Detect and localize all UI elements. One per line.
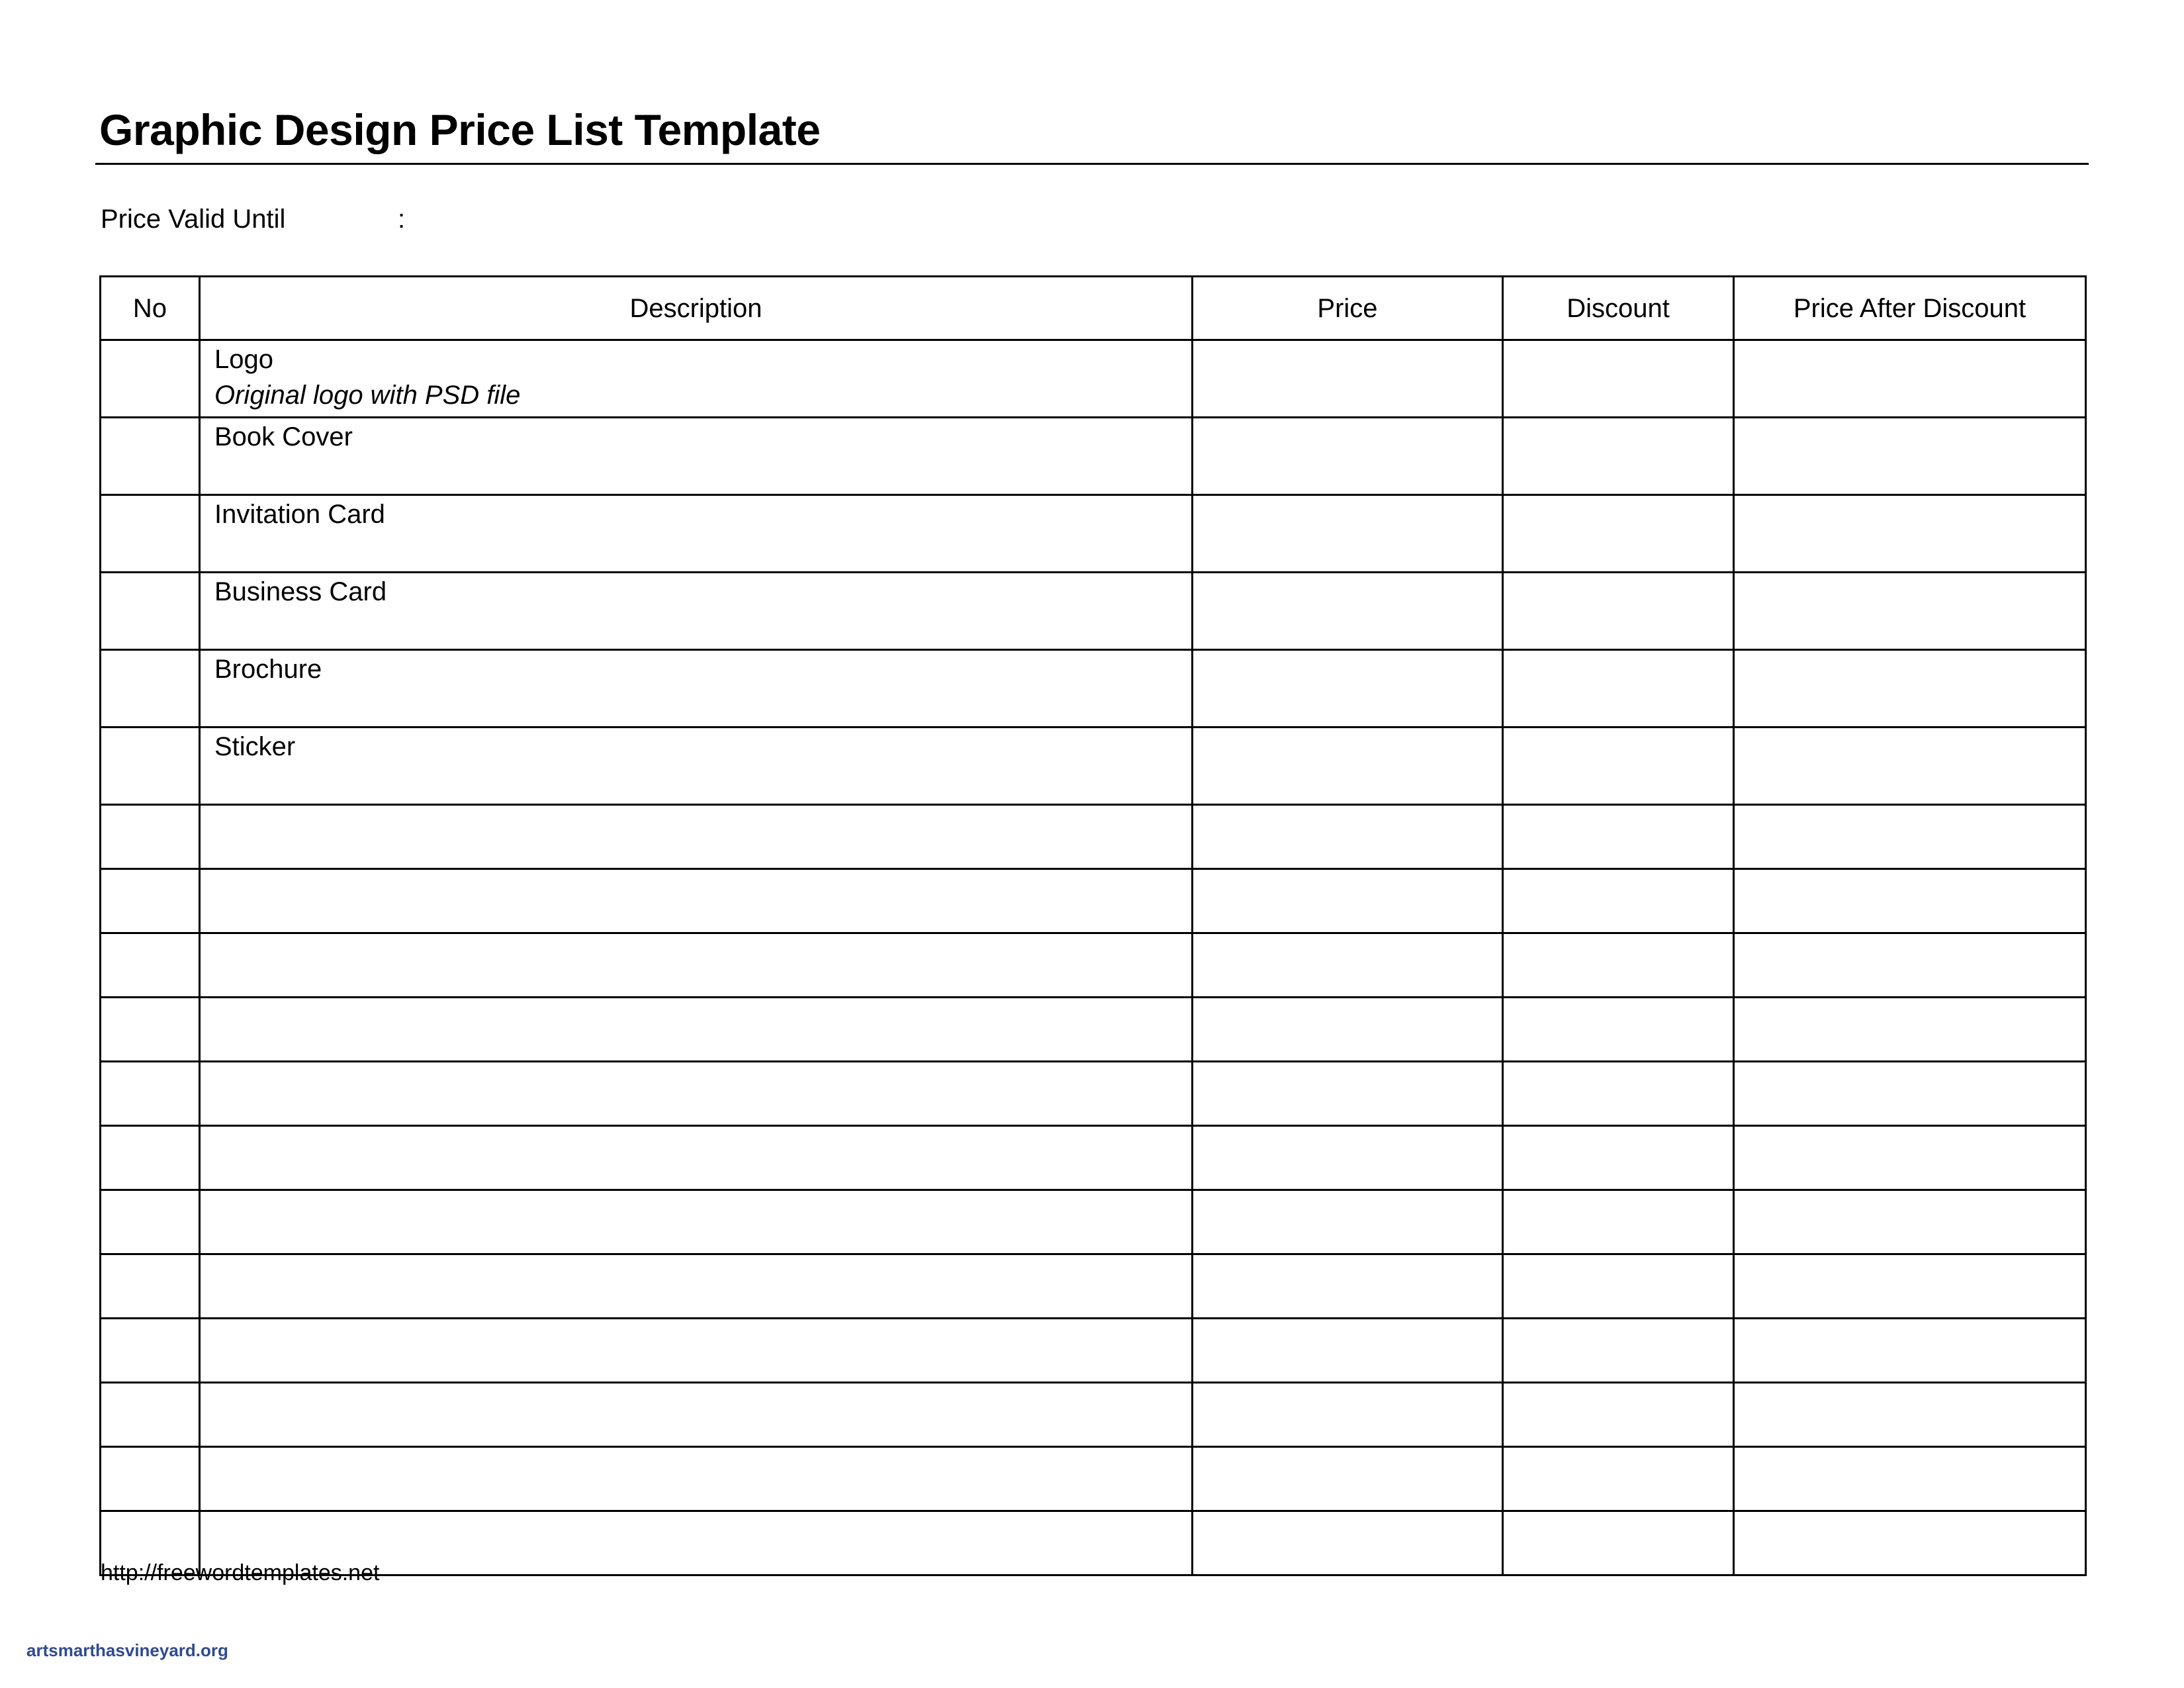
cell-no[interactable] bbox=[101, 340, 200, 418]
table-row bbox=[101, 340, 2086, 418]
column-header-no: No bbox=[101, 277, 200, 340]
cell-discount[interactable] bbox=[1503, 1447, 1734, 1511]
cell-no[interactable] bbox=[101, 1190, 200, 1254]
cell-discount[interactable] bbox=[1503, 1383, 1734, 1447]
cell-price[interactable] bbox=[1193, 1254, 1503, 1319]
table-header-row bbox=[101, 277, 2086, 340]
cell-discount[interactable] bbox=[1503, 418, 1734, 495]
cell-price-after-discount[interactable] bbox=[1734, 805, 2086, 869]
cell-price-after-discount[interactable] bbox=[1734, 933, 2086, 998]
watermark-text: artsmarthasvineyard.org bbox=[26, 1640, 228, 1660]
cell-discount[interactable] bbox=[1503, 1319, 1734, 1383]
item-name: Book Cover bbox=[214, 422, 353, 451]
cell-no[interactable] bbox=[101, 805, 200, 869]
title-divider bbox=[95, 163, 2089, 165]
cell-price-after-discount[interactable] bbox=[1734, 340, 2086, 418]
column-header-price-after-discount: Price After Discount bbox=[1734, 277, 2086, 340]
cell-discount[interactable] bbox=[1503, 933, 1734, 998]
cell-price[interactable] bbox=[1193, 418, 1503, 495]
cell-price[interactable] bbox=[1193, 340, 1503, 418]
cell-description[interactable] bbox=[200, 1190, 1193, 1254]
table-row bbox=[101, 1383, 2086, 1447]
cell-description[interactable] bbox=[200, 1383, 1193, 1447]
cell-no[interactable] bbox=[101, 650, 200, 727]
cell-price[interactable] bbox=[1193, 1062, 1503, 1126]
table-row bbox=[101, 1190, 2086, 1254]
cell-no[interactable] bbox=[101, 418, 200, 495]
cell-price-after-discount[interactable] bbox=[1734, 1254, 2086, 1319]
table-row bbox=[101, 573, 2086, 650]
cell-discount[interactable] bbox=[1503, 998, 1734, 1062]
item-name: Business Card bbox=[214, 577, 387, 606]
cell-no[interactable] bbox=[101, 869, 200, 933]
cell-discount[interactable] bbox=[1503, 340, 1734, 418]
cell-discount[interactable] bbox=[1503, 1062, 1734, 1126]
column-header-discount: Discount bbox=[1503, 277, 1734, 340]
cell-description[interactable] bbox=[200, 1319, 1193, 1383]
table-row bbox=[101, 998, 2086, 1062]
cell-price[interactable] bbox=[1193, 573, 1503, 650]
cell-price-after-discount[interactable] bbox=[1734, 998, 2086, 1062]
table-row bbox=[101, 933, 2086, 998]
cell-discount[interactable] bbox=[1503, 495, 1734, 573]
document-title: Graphic Design Price List Template bbox=[99, 105, 821, 154]
cell-discount[interactable] bbox=[1503, 650, 1734, 727]
cell-description[interactable] bbox=[200, 418, 1193, 495]
table-row bbox=[101, 418, 2086, 495]
price-valid-until-separator: : bbox=[398, 205, 406, 234]
cell-discount[interactable] bbox=[1503, 1511, 1734, 1575]
cell-description[interactable] bbox=[200, 1126, 1193, 1190]
table-row bbox=[101, 1511, 2086, 1575]
cell-price[interactable] bbox=[1193, 727, 1503, 805]
cell-no[interactable] bbox=[101, 1319, 200, 1383]
table-row bbox=[101, 1447, 2086, 1511]
cell-description[interactable] bbox=[200, 933, 1193, 998]
cell-description[interactable] bbox=[200, 1062, 1193, 1126]
table-row bbox=[101, 495, 2086, 573]
cell-price-after-discount[interactable] bbox=[1734, 1190, 2086, 1254]
cell-description[interactable] bbox=[200, 340, 1193, 418]
cell-price[interactable] bbox=[1193, 1319, 1503, 1383]
cell-no[interactable] bbox=[101, 1383, 200, 1447]
price-valid-until-label: Price Valid Until bbox=[101, 205, 286, 234]
table-row bbox=[101, 650, 2086, 727]
cell-price[interactable] bbox=[1193, 933, 1503, 998]
cell-no[interactable] bbox=[101, 495, 200, 573]
cell-price[interactable] bbox=[1193, 1511, 1503, 1575]
cell-discount[interactable] bbox=[1503, 805, 1734, 869]
cell-price-after-discount[interactable] bbox=[1734, 650, 2086, 727]
cell-no[interactable] bbox=[101, 1062, 200, 1126]
cell-price[interactable] bbox=[1193, 869, 1503, 933]
table-row bbox=[101, 1062, 2086, 1126]
item-note: Original logo with PSD file bbox=[214, 381, 521, 410]
cell-price[interactable] bbox=[1193, 1126, 1503, 1190]
cell-price-after-discount[interactable] bbox=[1734, 1126, 2086, 1190]
cell-price-after-discount[interactable] bbox=[1734, 495, 2086, 573]
cell-price-after-discount[interactable] bbox=[1734, 573, 2086, 650]
cell-no[interactable] bbox=[101, 1126, 200, 1190]
cell-price-after-discount[interactable] bbox=[1734, 418, 2086, 495]
cell-no[interactable] bbox=[101, 1447, 200, 1511]
cell-price-after-discount[interactable] bbox=[1734, 1383, 2086, 1447]
item-name: Brochure bbox=[214, 655, 322, 684]
table-row bbox=[101, 1254, 2086, 1319]
item-name: Logo bbox=[214, 345, 273, 374]
cell-description[interactable] bbox=[200, 573, 1193, 650]
table-row bbox=[101, 1126, 2086, 1190]
cell-price[interactable] bbox=[1193, 805, 1503, 869]
cell-price[interactable] bbox=[1193, 650, 1503, 727]
cell-description[interactable] bbox=[200, 998, 1193, 1062]
cell-discount[interactable] bbox=[1503, 573, 1734, 650]
cell-no[interactable] bbox=[101, 573, 200, 650]
cell-description[interactable] bbox=[200, 1254, 1193, 1319]
cell-description[interactable] bbox=[200, 869, 1193, 933]
item-name: Sticker bbox=[214, 732, 296, 761]
cell-price-after-discount[interactable] bbox=[1734, 869, 2086, 933]
cell-discount[interactable] bbox=[1503, 1126, 1734, 1190]
cell-no[interactable] bbox=[101, 727, 200, 805]
cell-description[interactable] bbox=[200, 727, 1193, 805]
cell-discount[interactable] bbox=[1503, 1190, 1734, 1254]
cell-price[interactable] bbox=[1193, 1383, 1503, 1447]
cell-description[interactable] bbox=[200, 650, 1193, 727]
cell-description[interactable] bbox=[200, 495, 1193, 573]
cell-price[interactable] bbox=[1193, 998, 1503, 1062]
cell-price[interactable] bbox=[1193, 1190, 1503, 1254]
cell-discount[interactable] bbox=[1503, 727, 1734, 805]
column-header-description: Description bbox=[200, 277, 1193, 340]
item-name: Invitation Card bbox=[214, 500, 385, 529]
cell-price[interactable] bbox=[1193, 495, 1503, 573]
table-row bbox=[101, 805, 2086, 869]
cell-discount[interactable] bbox=[1503, 1254, 1734, 1319]
table-row bbox=[101, 727, 2086, 805]
table-row bbox=[101, 869, 2086, 933]
table-row bbox=[101, 1319, 2086, 1383]
price-list-table bbox=[99, 275, 2087, 1576]
cell-price-after-discount[interactable] bbox=[1734, 1447, 2086, 1511]
cell-no[interactable] bbox=[101, 998, 200, 1062]
cell-discount[interactable] bbox=[1503, 869, 1734, 933]
cell-no[interactable] bbox=[101, 1254, 200, 1319]
column-header-price: Price bbox=[1193, 277, 1503, 340]
cell-price-after-discount[interactable] bbox=[1734, 727, 2086, 805]
cell-price-after-discount[interactable] bbox=[1734, 1511, 2086, 1575]
cell-price-after-discount[interactable] bbox=[1734, 1319, 2086, 1383]
cell-no[interactable] bbox=[101, 933, 200, 998]
cell-description[interactable] bbox=[200, 1447, 1193, 1511]
cell-price-after-discount[interactable] bbox=[1734, 1062, 2086, 1126]
cell-price[interactable] bbox=[1193, 1447, 1503, 1511]
footer-source-link[interactable]: http://freewordtemplates.net bbox=[101, 1560, 380, 1585]
cell-description[interactable] bbox=[200, 805, 1193, 869]
